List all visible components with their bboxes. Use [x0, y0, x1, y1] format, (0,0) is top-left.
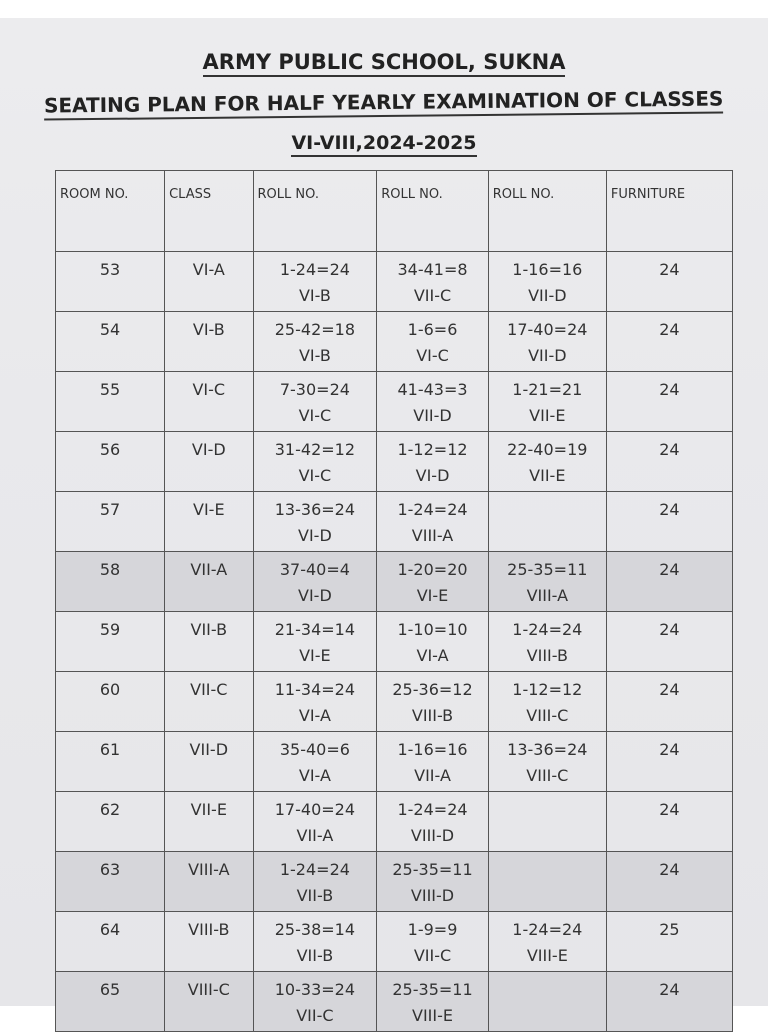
roll-cell: [253, 552, 377, 612]
room-number: 56: [56, 432, 165, 492]
roll-range: 22-40=19: [507, 440, 588, 459]
roll-class: VII-C: [296, 1006, 334, 1025]
roll-class: VI-B: [298, 346, 331, 365]
roll-class: VII-A: [296, 826, 334, 845]
roll-cell: [488, 372, 606, 432]
roll-cell: [488, 492, 606, 552]
roll-class: VI-C: [298, 406, 332, 425]
roll-range: 1-10=10: [397, 620, 468, 639]
roll-cell: [253, 312, 377, 372]
table-row: [56, 612, 733, 672]
room-number: 61: [56, 732, 165, 792]
furniture-count: 24: [606, 432, 732, 492]
school-name: ARMY PUBLIC SCHOOL, SUKNA: [0, 50, 768, 74]
room-number: 63: [56, 852, 165, 912]
roll-cell: [253, 732, 377, 792]
column-header-roll-1: ROLL NO.: [253, 171, 377, 252]
roll-range: 25-35=11: [392, 860, 473, 879]
table-row: [56, 672, 733, 732]
roll-class: VI-C: [298, 466, 332, 485]
room-number: 59: [56, 612, 165, 672]
roll-range: 1-24=24: [397, 500, 468, 519]
roll-cell: [377, 252, 489, 312]
class-name: VII-B: [165, 612, 253, 672]
roll-cell: [488, 552, 606, 612]
furniture-count: 24: [606, 852, 732, 912]
roll-class: VI-D: [298, 526, 332, 545]
roll-cell: [377, 732, 489, 792]
roll-cell: [377, 612, 489, 672]
roll-class: VI-B: [298, 286, 331, 305]
room-number: 64: [56, 912, 165, 972]
roll-range: 1-24=24: [512, 620, 583, 639]
class-name: VI-B: [165, 312, 253, 372]
room-number: 54: [56, 312, 165, 372]
roll-class: VII-E: [529, 406, 566, 425]
class-name: VI-A: [165, 252, 253, 312]
table-row: [56, 252, 733, 312]
room-number: 62: [56, 792, 165, 852]
roll-class: VII-E: [529, 466, 566, 485]
column-header-furniture: FURNITURE: [606, 171, 732, 252]
roll-range: 1-21=21: [512, 380, 583, 399]
roll-range: 25-42=18: [274, 320, 356, 339]
table-row: [56, 372, 733, 432]
roll-cell: [253, 672, 377, 732]
roll-class: VI-A: [298, 766, 331, 785]
class-name: VII-E: [165, 792, 253, 852]
roll-class: VI-D: [415, 466, 450, 485]
roll-range: 41-43=3: [397, 380, 468, 399]
roll-cell: [488, 612, 606, 672]
roll-class: VII-D: [413, 406, 452, 425]
roll-cell: [377, 492, 489, 552]
roll-range: 1-16=16: [397, 740, 468, 759]
table-row: [56, 792, 733, 852]
table-row: [56, 492, 733, 552]
roll-range: 25-38=14: [274, 920, 356, 939]
class-name: VII-A: [165, 552, 253, 612]
furniture-count: 24: [606, 552, 732, 612]
roll-class: VIII-E: [412, 1006, 453, 1025]
roll-range: 10-33=24: [274, 980, 356, 999]
roll-range: 13-36=24: [274, 500, 356, 519]
room-number: 65: [56, 972, 165, 1032]
roll-class: VIII-B: [526, 646, 568, 665]
roll-cell: [253, 972, 377, 1032]
roll-cell: [377, 672, 489, 732]
roll-cell: [488, 912, 606, 972]
roll-range: 1-12=12: [397, 440, 468, 459]
roll-class: VI-A: [298, 706, 331, 725]
roll-range: 1-16=16: [512, 260, 583, 279]
roll-class: VIII-E: [526, 946, 568, 965]
roll-range: 1-24=24: [279, 260, 350, 279]
roll-range: 1-20=20: [397, 560, 468, 579]
document-title: SEATING PLAN FOR HALF YEARLY EXAMINATION OF CLASSES: [0, 90, 768, 117]
roll-cell: [488, 972, 606, 1032]
roll-cell: [488, 312, 606, 372]
roll-range: 1-12=12: [512, 680, 583, 699]
roll-class: VI-A: [416, 646, 449, 665]
furniture-count: 24: [606, 612, 732, 672]
roll-range: 1-24=24: [397, 800, 468, 819]
room-number: 60: [56, 672, 165, 732]
furniture-count: 24: [606, 732, 732, 792]
room-number: 55: [56, 372, 165, 432]
roll-range: 25-35=11: [392, 980, 473, 999]
roll-range: 31-42=12: [274, 440, 356, 459]
furniture-count: 24: [606, 792, 732, 852]
room-number: 57: [56, 492, 165, 552]
roll-cell: [253, 852, 377, 912]
table-header-row: [56, 171, 733, 252]
roll-class: VIII-C: [526, 766, 569, 785]
roll-cell: [253, 912, 377, 972]
class-name: VI-D: [165, 432, 253, 492]
roll-range: 1-9=9: [407, 920, 458, 939]
room-number: 58: [56, 552, 165, 612]
table-row: [56, 432, 733, 492]
roll-cell: [377, 792, 489, 852]
seating-plan-table: [55, 170, 733, 1032]
roll-cell: [377, 372, 489, 432]
class-name: VIII-C: [165, 972, 253, 1032]
class-name: VIII-A: [165, 852, 253, 912]
session-year: VI-VIII,2024-2025: [0, 132, 768, 154]
roll-class: VII-A: [414, 766, 451, 785]
roll-cell: [253, 432, 377, 492]
roll-class: VI-D: [298, 586, 332, 605]
class-name: VI-E: [165, 492, 253, 552]
furniture-count: 24: [606, 672, 732, 732]
roll-class: VIII-A: [526, 586, 569, 605]
class-name: VI-C: [165, 372, 253, 432]
roll-class: VIII-C: [526, 706, 569, 725]
roll-class: VIII-D: [410, 886, 455, 905]
roll-range: 1-24=24: [512, 920, 583, 939]
roll-cell: [253, 252, 377, 312]
roll-range: 7-30=24: [279, 380, 350, 399]
furniture-count: 24: [606, 492, 732, 552]
roll-range: 34-41=8: [397, 260, 468, 279]
roll-class: VIII-A: [411, 526, 454, 545]
furniture-count: 24: [606, 252, 732, 312]
roll-class: VII-B: [296, 886, 334, 905]
roll-range: 11-34=24: [274, 680, 356, 699]
roll-range: 25-36=12: [392, 680, 473, 699]
roll-cell: [253, 492, 377, 552]
roll-class: VII-B: [296, 946, 334, 965]
table-row: [56, 972, 733, 1032]
roll-class: VII-D: [528, 346, 567, 365]
column-header-class: CLASS: [165, 171, 253, 252]
roll-range: 25-35=11: [507, 560, 588, 579]
class-name: VII-D: [165, 732, 253, 792]
roll-cell: [253, 372, 377, 432]
roll-cell: [488, 732, 606, 792]
roll-cell: [253, 792, 377, 852]
table-row: [56, 732, 733, 792]
roll-cell: [377, 912, 489, 972]
class-name: VIII-B: [165, 912, 253, 972]
roll-range: 17-40=24: [274, 800, 356, 819]
roll-class: VI-C: [416, 346, 449, 365]
roll-class: VII-C: [413, 286, 452, 305]
roll-class: VIII-D: [410, 826, 455, 845]
table-row: [56, 312, 733, 372]
roll-cell: [377, 972, 489, 1032]
furniture-count: 24: [606, 972, 732, 1032]
furniture-count: 25: [606, 912, 732, 972]
furniture-count: 24: [606, 312, 732, 372]
roll-cell: [377, 852, 489, 912]
column-header-roll-2: ROLL NO.: [377, 171, 489, 252]
roll-cell: [377, 432, 489, 492]
roll-range: 1-6=6: [407, 320, 458, 339]
roll-cell: [253, 612, 377, 672]
class-name: VII-C: [165, 672, 253, 732]
table-row: [56, 852, 733, 912]
roll-cell: [488, 252, 606, 312]
roll-cell: [377, 552, 489, 612]
roll-cell: [488, 432, 606, 492]
room-number: 53: [56, 252, 165, 312]
table-row: [56, 552, 733, 612]
roll-range: 21-34=14: [274, 620, 356, 639]
roll-cell: [377, 312, 489, 372]
roll-class: VI-E: [299, 646, 331, 665]
roll-range: 17-40=24: [507, 320, 588, 339]
roll-class: VII-C: [413, 946, 452, 965]
roll-class: VIII-B: [411, 706, 454, 725]
roll-class: VII-D: [528, 286, 567, 305]
roll-range: 35-40=6: [279, 740, 350, 759]
roll-range: 1-24=24: [279, 860, 350, 879]
roll-class: VI-E: [416, 586, 449, 605]
roll-cell: [488, 672, 606, 732]
roll-cell: [488, 852, 606, 912]
roll-range: 13-36=24: [507, 740, 588, 759]
roll-range: 37-40=4: [279, 560, 350, 579]
roll-cell: [488, 792, 606, 852]
column-header-roll-3: ROLL NO.: [488, 171, 606, 252]
table-row: [56, 912, 733, 972]
column-header-room: ROOM NO.: [56, 171, 165, 252]
furniture-count: 24: [606, 372, 732, 432]
